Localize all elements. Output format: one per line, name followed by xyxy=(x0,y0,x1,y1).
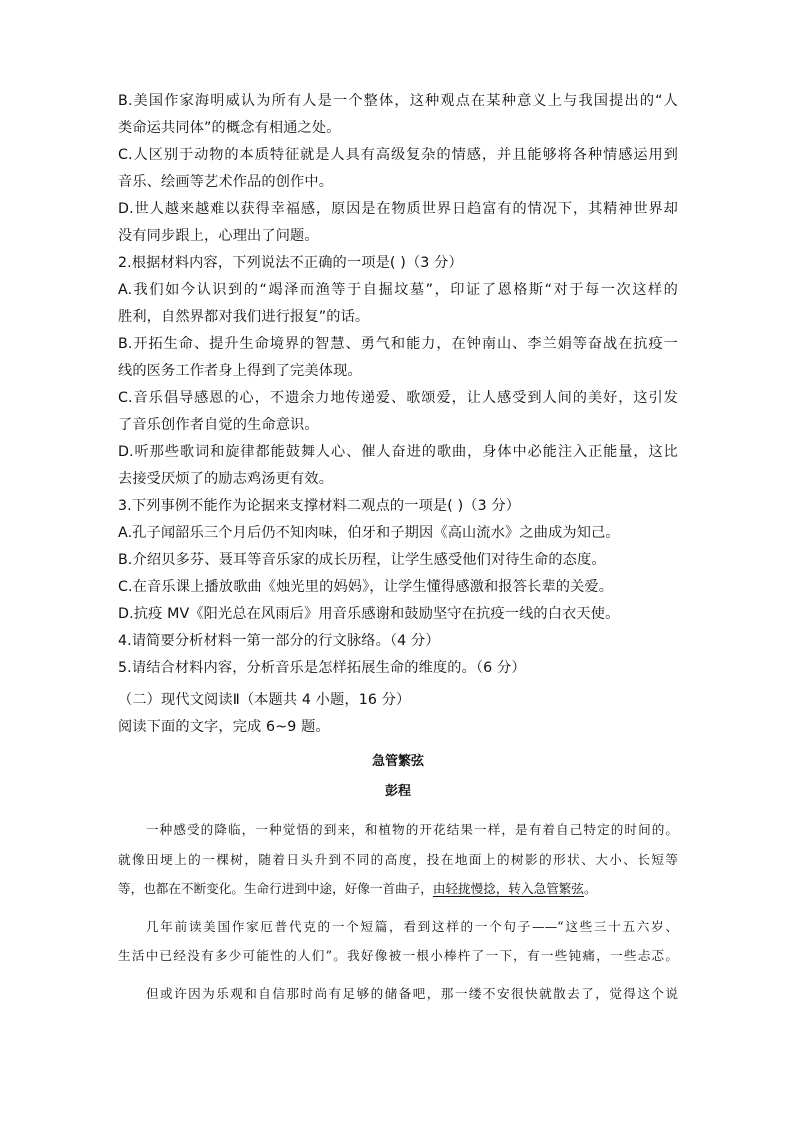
essay-text: 等，也都在不断变化。生命行进到中途，好像一首曲子， xyxy=(118,881,433,896)
question-2-option-d: D.听那些歌词和旋律都能鼓舞人心、催人奋进的歌曲，身体中必能注入正能量，这比 xyxy=(118,444,678,460)
option-b-line: 类命运共同体”的概念有相通之处。 xyxy=(118,120,341,136)
essay-paragraph-line: 但或许因为乐观和自信那时尚有足够的储备吧，那一缕不安很快就散去了，觉得这个说 xyxy=(146,985,678,1001)
exam-page xyxy=(118,88,678,1008)
section-instruction: 阅读下面的文字，完成 6~9 题。 xyxy=(118,719,330,735)
question-3-option-b: B.介绍贝多芬、聂耳等音乐家的成长历程，让学生感受他们对待生命的态度。 xyxy=(118,552,606,568)
essay-paragraph-line: 一种感受的降临，一种觉悟的到来，和植物的开花结果一样，是有着自己特定的时间的。 xyxy=(146,822,678,837)
question-2-option-c: 了音乐创作者自觉的生命意识。 xyxy=(118,417,319,433)
essay-text: 。 xyxy=(583,881,597,896)
option-c-line: 音乐、绘画等艺术作品的创作中。 xyxy=(118,174,334,190)
question-3-option-a: A.孔子闻韶乐三个月后仍不知肉味，伯牙和子期因《高山流水》之曲成为知己。 xyxy=(118,525,620,541)
question-5: 5.请结合材料内容，分析音乐是怎样拓展生命的维度的。（6 分） xyxy=(118,660,526,676)
section-heading: （二）现代文阅读Ⅱ（本题共 4 小题，16 分） xyxy=(118,692,411,708)
question-3-option-c: C.在音乐课上播放歌曲《烛光里的妈妈》，让学生懂得感激和报答长辈的关爱。 xyxy=(118,579,614,595)
question-2-option-a: 胜利，自然界都对我们进行报复”的话。 xyxy=(118,309,370,325)
underlined-phrase: 由轻拢慢捻，转入急管繁弦 xyxy=(432,881,584,896)
option-d-line: 没有同步跟上，心理出了问题。 xyxy=(118,228,319,244)
question-3: 3.下列事例不能作为论据来支撑材料二观点的一项是( )（3 分） xyxy=(118,498,521,514)
essay-author: 彭程 xyxy=(384,784,411,799)
essay-paragraph-line: 生活中已经没有多少可能性的人们”。我好像被一根小棒杵了一下，有一些钝痛，一些忐忑。 xyxy=(118,948,678,963)
essay-paragraph-line: 就像田埂上的一棵树，随着日头升到不同的高度，投在地面上的树影的形状、大小、长短等 xyxy=(118,851,678,867)
question-2-option-d: 去接受厌烦了的励志鸡汤更有效。 xyxy=(118,471,334,487)
option-d-line: D.世人越来越难以获得幸福感，原因是在物质世界日趋富有的情况下，其精神世界却 xyxy=(118,201,678,217)
question-2-option-b: 线的医务工作者身上得到了完美体现。 xyxy=(118,363,362,379)
essay-title: 急管繁弦 xyxy=(371,754,424,769)
option-c-line: C.人区别于动物的本质特征就是人具有高级复杂的情感，并且能够将各种情感运用到 xyxy=(118,147,678,163)
essay-paragraph-line: 几年前读美国作家厄普代克的一个短篇，看到这样的一个句子——“这些三十五六岁、 xyxy=(146,918,678,934)
essay-paragraph-line xyxy=(118,874,678,904)
question-2-option-a: A.我们如今认识到的“竭泽而渔等于自掘坟墓”，印证了恩格斯“对于每一次这样的 xyxy=(118,282,678,298)
question-3-option-d: D.抗疫 MV《阳光总在风雨后》用音乐感谢和鼓励坚守在抗疫一线的白衣天使。 xyxy=(118,606,620,622)
option-b-line: B.美国作家海明威认为所有人是一个整体，这种观点在某种意义上与我国提出的“人 xyxy=(118,93,678,109)
question-2-option-b: B.开拓生命、提升生命境界的智慧、勇气和能力，在钟南山、李兰娟等奋战在抗疫一 xyxy=(118,336,678,352)
question-4: 4.请简要分析材料一第一部分的行文脉络。（4 分） xyxy=(118,633,440,649)
question-2-option-c: C.音乐倡导感恩的心，不遗余力地传递爱、歌颂爱，让人感受到人间的美好，这引发 xyxy=(118,390,678,406)
question-2: 2.根据材料内容，下列说法不正确的一项是( )（3 分） xyxy=(118,255,463,271)
